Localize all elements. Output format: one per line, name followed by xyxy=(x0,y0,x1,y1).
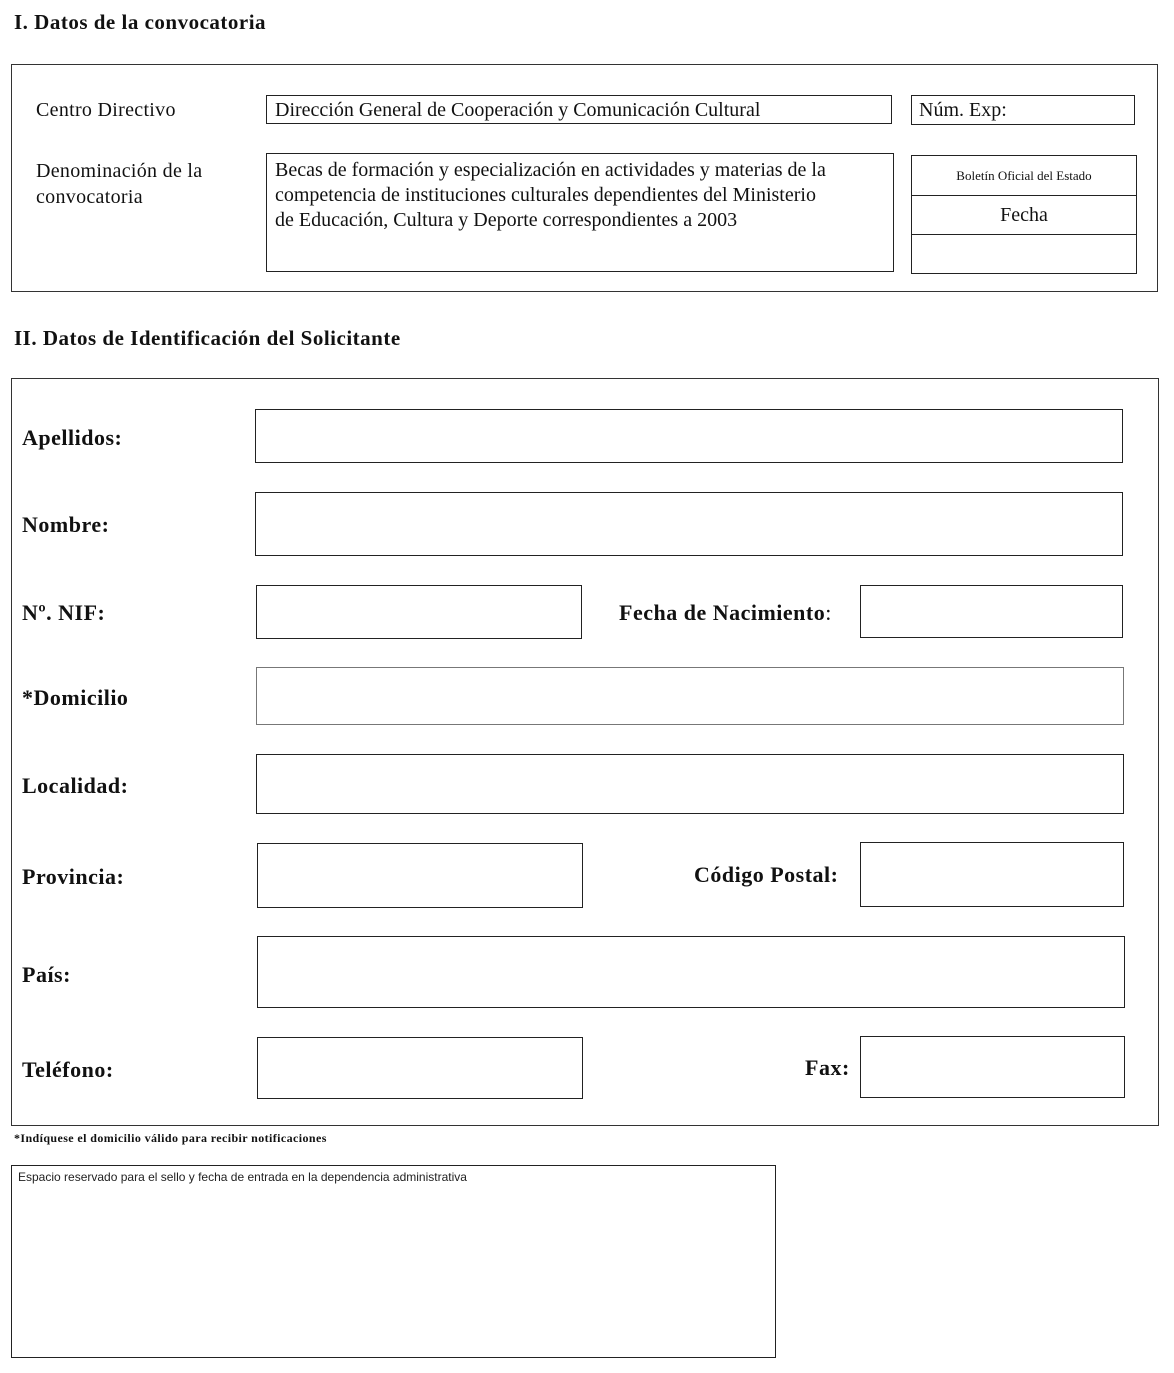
nif-label: Nº. NIF: xyxy=(22,600,106,625)
fecha-nacimiento-label xyxy=(619,600,832,626)
apellidos-input[interactable] xyxy=(255,409,1123,463)
nombre-label: Nombre: xyxy=(22,512,110,537)
domicilio-input[interactable] xyxy=(256,667,1124,725)
solicitante-frame xyxy=(11,378,1159,1126)
denominacion-line: de Educación, Cultura y Deporte correspondientes a 2003 xyxy=(275,209,738,231)
nif-input[interactable] xyxy=(256,585,582,639)
sello-box xyxy=(11,1165,776,1358)
fecha-nacimiento-text: Fecha de Nacimiento xyxy=(619,600,826,625)
boe-label: Boletín Oficial del Estado xyxy=(912,156,1136,196)
num-exp-field[interactable] xyxy=(911,95,1135,125)
denominacion-label-line2: convocatoria xyxy=(36,186,143,208)
domicilio-footnote: *Indíquese el domicilio válido para recibir notificaciones xyxy=(14,1131,327,1145)
fax-label: Fax: xyxy=(805,1055,850,1080)
section1-title: I. Datos de la convocatoria xyxy=(14,10,267,34)
denominacion-label xyxy=(36,158,202,210)
pais-input[interactable] xyxy=(257,936,1125,1008)
provincia-label: Provincia: xyxy=(22,864,125,889)
fecha-field[interactable] xyxy=(912,235,1136,272)
telefono-input[interactable] xyxy=(257,1037,583,1099)
boe-box xyxy=(911,155,1137,274)
apellidos-label: Apellidos: xyxy=(22,425,123,450)
centro-directivo-field[interactable] xyxy=(266,95,892,124)
fecha-label: Fecha xyxy=(912,196,1136,235)
localidad-input[interactable] xyxy=(256,754,1124,814)
pais-label: País: xyxy=(22,962,71,987)
sello-caption: Espacio reservado para el sello y fecha de entrada en la dependencia administrativa xyxy=(18,1170,467,1184)
denominacion-label-line1: Denominación de la xyxy=(36,160,203,182)
telefono-label: Teléfono: xyxy=(22,1057,114,1082)
denominacion-field[interactable] xyxy=(266,153,894,272)
codigo-postal-label: Código Postal: xyxy=(694,862,839,887)
section2-title: II. Datos de Identificación del Solicitante xyxy=(14,326,401,350)
nombre-input[interactable] xyxy=(255,492,1123,556)
centro-directivo-value: Dirección General de Cooperación y Comunicación Cultural xyxy=(275,99,761,121)
domicilio-label: *Domicilio xyxy=(22,685,129,710)
fecha-nacimiento-input[interactable] xyxy=(860,585,1123,638)
fecha-nacimiento-colon: : xyxy=(825,600,832,625)
provincia-input[interactable] xyxy=(257,843,583,908)
localidad-label: Localidad: xyxy=(22,773,129,798)
num-exp-label: Núm. Exp: xyxy=(919,99,1007,121)
codigo-postal-input[interactable] xyxy=(860,842,1124,907)
fax-input[interactable] xyxy=(860,1036,1125,1098)
centro-directivo-label: Centro Directivo xyxy=(36,99,176,121)
denominacion-line: Becas de formación y especialización en actividades y materias de la xyxy=(275,159,826,181)
denominacion-line: competencia de instituciones culturales dependientes del Ministerio xyxy=(275,184,816,206)
